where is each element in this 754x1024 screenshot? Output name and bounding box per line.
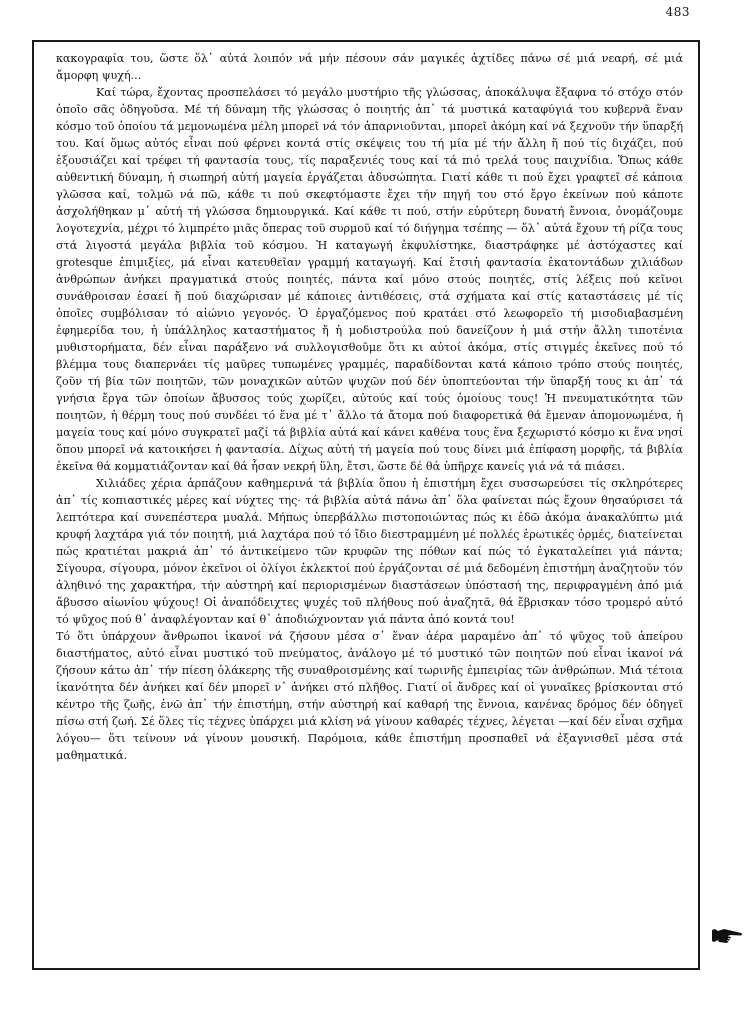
- text-frame: [32, 40, 700, 970]
- paragraph-continuation: κακογραφία του, ὥστε ὅλ᾽ αὐτά λοιπόν νά μήν πέσουν σάν μαγικές ἀχτίδες πάνω σέ μιά νεαρή, σέ μιά ἄμορφη ψυχή...: [56, 52, 683, 82]
- paragraph-science-books: Χιλιάδες χέρια ἁρπάζουν καθημερινά τά βιβλία ὅπου ἡ ἐπιστήμη ἔχει συσσωρεύσει τίς σκληρότερες ἀπ᾽ τίς κοπιαστικές μέρες καί νύχτες της· τά βιβλία αὐτά πάνω ἀπ᾽ ὅλα φαίνεται πώς ἔχουν θησαύρισει τά λεπτότερα καί συνεπέστερα μυαλά. Μήπως ὑπερβάλλω πιστοποιώντας πώς κι ἐδῶ ἀκόμα ἀνακαλύπτω μιά κρυφή λαχτάρα γιά τόν ποιητή, μιά λαχτάρα πού τό ἴδιο διεστραμμένη μέ πολλές ἐρωτικές ὁρμές, διατείνεται πώς κρατιέται μακριά ἀπ᾽ τό ἀντικείμενο τῶν κρυφῶν της πόθων καί πώς τό ἐγκαταλείπει γιά πάντα; Σίγουρα, σίγουρα, μόνον ἐκεῖνοι οἱ ὀλίγοι ἐκλεκτοί πού ἐργάζονται σέ μιά δεδομένη ἐπιστήμη ἀναζητοῦν τόν ἀληθινό της χαρακτήρα, τήν αὐστηρή καί περιορισμένων διαστάσεων ὑπόστασή της, περιφραγμένη ἀπό μιά ἄβυσσο αἰωνίου ψύχους! Οἱ ἀναπόδειχτες ψυχές τοῦ πλήθους πού ἀναζητᾶ, θά ἔβρισκαν τόσο τρομερό αὐτό τό ψῦχος πού θ᾽ ἀναφλέγονταν καί θ᾽ ἀποδιώχνονταν γιά πάντα ἀπό κοντά του!: [56, 477, 683, 626]
- pointing-hand-icon: [710, 924, 744, 946]
- paragraph-science-and-art: Τό ὅτι ὑπάρχουν ἄνθρωποι ἱκανοί νά ζήσουν μέσα σ᾽ ἕναν ἀέρα μαραμένο ἀπ᾽ τό ψῦχος τοῦ ἀπείρου διαστήματος, αὐτό εἶναι μυστικό τοῦ πνεύματος, ἀνάλογο μέ τό μυστικό τῶν ποιητῶν πού εἶναι ἱκανοί νά ζήσουν κάτω ἀπ᾽ τήν πίεση ὁλάκερης τῆς συναθροισμένης καί τωρινῆς ἐμπειρίας τῶν ἀνθρώπων. Μιά τέτοια ἱκανότητα δέν ἀνήκει καί δέν μπορεῖ ν᾽ ἀνήκει στό πλῆθος. Γιατί οἱ ἄνδρες καί οἱ γυναῖκες βρίσκονται στό κέντρο τῆς ζωῆς, ἐνῶ ἀπ᾽ τήν ἐπιστήμη, στήν αὐστηρή καί καθαρή της ἔννοια, κανένας δρόμος δέν ὁδηγεῖ πίσω στή ζωή. Σέ ὅλες τίς τέχνες ὑπάρχει μιά κλίση νά γίνουν καθαρές τέχνες, λέγεται —καί δέν εἶναι σχῆμα λόγου— ὅτι τείνουν νά γίνουν μουσική. Παρόμοια, κάθε ἐπιστήμη προσπαθεῖ νά ἐξαγνισθεῖ μέσα στά μαθηματικά.: [56, 630, 683, 762]
- page-number: 483: [665, 5, 690, 19]
- paragraph-language-mystery: Καί τώρα, ἔχοντας προσπελάσει τό μεγάλο μυστήριο τῆς γλώσσας, ἀποκάλυψα ἔξαφνα τό στόχο στόν ὁποῖο σᾶς ὁδηγοῦσα. Μέ τή δύναμη τῆς γλώσσας ὁ ποιητής ἀπ᾽ τά μυστικά καταφύγιά του κυβερνᾶ ἕναν κόσμο τοῦ ὁποίου τά μεμονωμένα μέλη μπορεῖ νά τόν ἀπαρνιοῦνται, μπορεῖ ἀκόμη καί νά ξεχνοῦν τήν ὕπαρξή του. Καί ὅμως αὐτός εἶναι πού φέρνει κοντά στίς σκέψεις του τή μία μέ τήν ἄλλη ἤ πού τίς διχάζει, πού ἐξουσιάζει καί τρέφει τή φαντασία τους, τίς παραξενιές τους καί τά πιό τρελά τους παιχνίδια. Ὅπως κάθε αὐθεντική δύναμη, ἡ σιωπηρή αὐτή μαγεία ἐργάζεται ἀδυσώπητα. Γιατί κάθε τι πού ἔχει γραφτεῖ σέ κάποια γλῶσσα καί, τολμῶ νά πῶ, κάθε τι πού σκεφτόμαστε ἔχει τήν πηγή του στό ἔργο ἐκείνων πού κάποτε ἀσχολήθηκαν μ᾽ αὐτή τή γλώσσα δημιουργικά. Καί κάθε τι πού, στήν εὐρύτερη δυνατή ἔννοια, ὀνομάζουμε λογοτεχνία, μέχρι τό λιμπρέτο μιᾶς ὄπερας τοῦ συρμοῦ καί τό διήγημα τσέπης — ὅλ᾽ αὐτά ἔχουν τή ρίζα τους στά λιγοστά μεγάλα βιβλία τοῦ κόσμου. Ἡ καταγωγή ἐκφυλίστηκε, διαστράφηκε μέ ἀστόχαστες καί grotesque ἐπιμιξίες, μά εἶναι κατευθεῖαν γραμμή καταγωγή. Καί ἔτσιἡ φαντασία ἑκατοντάδων χιλιάδων ἀνθρώπων ἀνήκει πραγματικά στούς ποιητές, πάντα καί μόνο στούς ποιητές, στίς λέξεις πού κεῖνοι συνάθροισαν ἐσαεί ἤ πού διαχώρισαν μέ κάποιες ἀντιθέσεις, στά σχήματα καί στίς καταστάσεις μέ τίς ὁποῖες συμβόλισαν τό αἰώνιο γεγονός. Ὁ ἐργαζόμενος πού κρατάει στό λεωφορεῖο τή μισοδιαβασμένη ἐφημερίδα του, ἡ ὑπάλληλος καταστήματος ἤ ἡ μοδιστρούλα πού δανείζουν ἡ μιά στήν ἄλλη τιποτένια μυθιστορήματα, δέν εἶναι παράξενο νά συλλογισθοῦμε ὅτι κι αὐτοί ἀκόμα, στίς στιγμές ἐκεῖνες πού τό βλέμμα τους διαπερνάει τίς μαῦρες τυπωμένες γραμμές, παραδίδονται κατά κάποιο τρόπο στούς ποιητές, ζοῦν τή βία τῶν ποιητῶν, τῶν μοναχικῶν αὐτῶν ψυχῶν πού δέν ὑποπτεύονται τήν ὕπαρξή τους κι ἀπ᾽ τά γνήσια ἔργα τῶν ὁποίων ἄβυσσος τούς χωρίζει, αὐτούς καί τούς ὁμοίους τους! Ἡ πνευματικότητα τῶν ποιητῶν, ἡ θέρμη τους πού συνδέει τό ἕνα μέ τ᾽ ἄλλο τά ἄτομα πού διαφορετικά θά ἔμεναν ἀπομονωμένα, ἡ μαγεία τους καί μόνο συγκρατεῖ μαζί τά βιβλία αὐτά καί κάνει καθένα τους ἕνα ξεχωριστό κόσμο κι ἕνα νησί ὅπου μπορεῖ νά κατοικήσει ἡ φαντασία. Δίχως αὐτή τή μαγεία πού τους δίνει μιά ἐπίφαση μορφῆς, τά βιβλία ἐκεῖνα θά κομματιάζονταν καί θά ἦσαν νεκρή ὕλη, ἔτσι, ὥστε δέ θά ὑπῆρχε κανείς γιά νά τά πιάσει.: [56, 86, 683, 473]
